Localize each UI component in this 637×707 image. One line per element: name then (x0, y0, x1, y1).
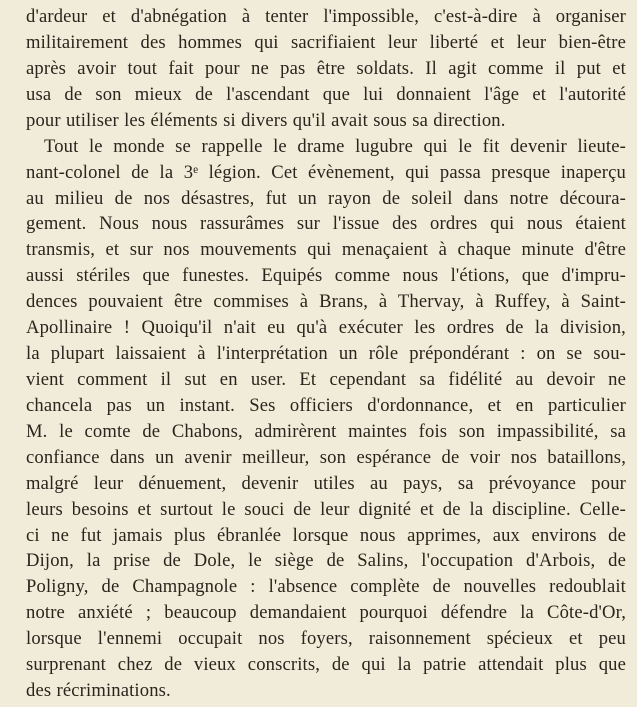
text-line: leurs besoins et surtout le souci de leur dignité et de la discipline. Celle- (26, 498, 626, 520)
text-line: Dijon, la prise de Dole, le siège de Salins, l'occupation d'Arbois, de (26, 550, 626, 572)
text-line: au milieu de nos désastres, fut un rayon de soleil dans notre découra- (26, 187, 626, 209)
text-line: chancela pas un instant. Ses officiers d'ordonnance, et en particulier (26, 394, 626, 416)
text-line: nant-colonel de la 3ᵉ légion. Cet évènement, qui passa presque inaperçu (26, 161, 626, 183)
text-line: confiance dans un avenir meilleur, son espérance de voir nos bataillons, (26, 446, 626, 468)
text-line: lorsque l'ennemi occupait nos foyers, raisonnement spécieux et peu (26, 628, 626, 650)
text-line: des récriminations. (26, 680, 171, 701)
text-line: usa de son mieux de l'ascendant que lui donnaient l'âge et l'autorité (26, 83, 626, 105)
text-line: surprenant chez de vieux conscrits, de qui la patrie attendait plus que (26, 654, 626, 676)
text-line: malgré leur dénuement, devenir utiles au pays, sa prévoyance pour (26, 472, 626, 494)
text-line: notre anxiété ; beaucoup demandaient pourquoi défendre la Côte-d'Or, (26, 602, 626, 624)
text-line: d'ardeur et d'abnégation à tenter l'impossible, c'est-à-dire à organiser (26, 6, 626, 27)
text-line: la plupart laissaient à l'interprétation un rôle prépondérant : on se sou- (26, 343, 626, 364)
text-line: dences pouvaient être commises à Brans, à Thervay, à Ruffey, à Saint- (26, 291, 626, 313)
text-line: aussi stériles que funestes. Equipés comme nous l'étions, que d'impru- (26, 265, 626, 287)
text-line: M. le comte de Chabons, admirèrent maintes fois son impassibilité, sa (26, 420, 626, 442)
text-line: gement. Nous nous rassurâmes sur l'issue des ordres qui nous étaient (26, 213, 626, 235)
text-line: Poligny, de Champagnole : l'absence complète de nouvelles redoublait (26, 576, 626, 598)
text-line: après avoir tout fait pour ne pas être soldats. Il agit comme il put et (26, 57, 626, 79)
text-line: vient comment il sut en user. Et cependant sa fidélité au devoir ne (26, 368, 626, 390)
text-line: transmis, et sur nos mouvements qui menaçaient à chaque minute d'être (26, 239, 626, 261)
text-line: Apollinaire ! Quoiqu'il n'ait eu qu'à exécuter les ordres de la division, (26, 317, 626, 339)
text-line: ci ne fut jamais plus ébranlée lorsque nous apprimes, aux environs de (26, 524, 626, 546)
text-line: pour utiliser les éléments si divers qu'il avait sous sa direction. (26, 109, 506, 131)
text-line: militairement des hommes qui sacrifiaient leur liberté et leur bien-être (26, 31, 626, 53)
paragraph-start: Tout le monde se rappelle le drame lugubre qui le fit devenir lieute- (44, 135, 626, 157)
